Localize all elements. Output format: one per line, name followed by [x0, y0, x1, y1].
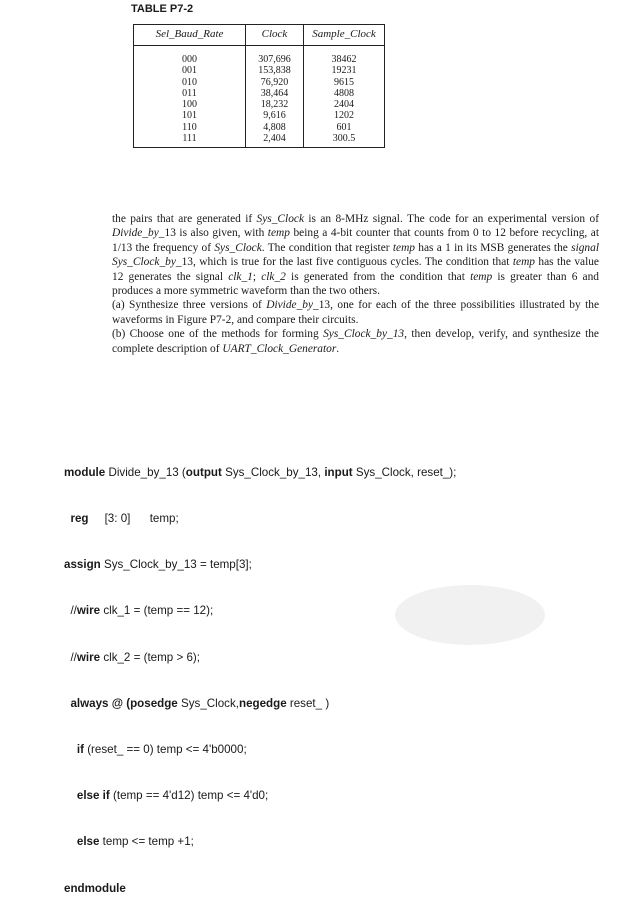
code-line: [64, 788, 456, 803]
text-run: 13 is also given, with: [164, 227, 268, 240]
cell-sel: 110: [134, 122, 246, 133]
cell-sel: 011: [134, 88, 246, 99]
code-keyword: if: [64, 743, 84, 757]
cell-sel: 010: [134, 77, 246, 88]
code-keyword: always @ (posedge: [64, 696, 178, 710]
table-row: [134, 110, 385, 121]
text-run: has the value 12 generates the signal: [112, 256, 599, 283]
header-sel-baud-rate: Sel_Baud_Rate: [134, 25, 246, 46]
cell-sample: 2404: [304, 99, 385, 110]
table-title: TABLE P7-2: [131, 3, 194, 15]
code-line: [64, 650, 456, 665]
cell-sample: 300.5: [304, 133, 385, 148]
text-run: has a 1 in its MSB generates the: [415, 241, 572, 254]
code-text: Sys_Clock, reset_);: [352, 465, 457, 479]
code-keyword: output: [185, 465, 222, 479]
cell-clock: 76,920: [246, 77, 304, 88]
code-text: //: [64, 650, 77, 664]
text-run: is greater than 6 and produces a more symmetric waveform than the two others.: [112, 270, 600, 298]
verilog-code-listing: [64, 434, 456, 911]
code-keyword: else: [64, 835, 100, 849]
text-run: 13, which is true for the last five contiguous cycles. The condition that: [181, 256, 513, 269]
text-run-italic: clk_1: [228, 270, 253, 283]
code-text: //: [64, 604, 77, 618]
code-text: Sys_Clock,: [177, 696, 239, 710]
table-row: [134, 133, 385, 148]
cell-clock: 307,696: [246, 46, 304, 66]
text-run: (a) Synthesize three versions of: [112, 299, 267, 312]
cell-sample: 601: [304, 122, 385, 133]
text-run: being a 4-bit counter that counts from 0 to 12 before recycling, at 1/13 the frequency of: [112, 227, 599, 254]
header-clock: Clock: [246, 25, 304, 46]
problem-text: [112, 212, 599, 356]
code-text: Sys_Clock_by_13 = temp[3];: [100, 558, 252, 572]
code-keyword: assign: [64, 558, 101, 572]
cell-clock: 38,464: [246, 88, 304, 99]
cell-sel: 001: [134, 65, 246, 76]
text-run: is an 8-MHz signal. The code for an experimental version of: [304, 213, 599, 225]
text-run: .: [336, 342, 340, 355]
text-run: is generated from the condition that: [285, 270, 471, 283]
text-run: . The condition that register: [261, 241, 393, 254]
table-row: [134, 99, 385, 110]
code-keyword: endmodule: [64, 881, 126, 895]
code-keyword: wire: [76, 650, 101, 664]
cell-clock: 153,838: [246, 65, 304, 76]
text-run: ;: [252, 270, 262, 283]
baud-rate-table: [133, 24, 385, 148]
text-run: (b) Choose one of the methods for forming: [112, 328, 324, 341]
table-row: [134, 88, 385, 99]
code-text: reset_ ): [286, 696, 330, 710]
table-row: [134, 65, 385, 76]
code-line: [64, 696, 456, 711]
text-run-italic: Sys_Clock: [256, 213, 304, 225]
cell-sample: 4808: [304, 88, 385, 99]
text-run-italic: temp: [470, 270, 493, 283]
cell-clock: 9,616: [246, 110, 304, 121]
code-keyword: wire: [76, 604, 101, 618]
code-keyword: module: [64, 465, 106, 479]
table-row: [134, 77, 385, 88]
code-keyword: else if: [64, 789, 110, 803]
code-line: [64, 742, 456, 757]
cell-clock: 2,404: [246, 133, 304, 148]
cell-sample: 1202: [304, 110, 385, 121]
code-line: [64, 834, 456, 849]
cell-clock: 18,232: [246, 99, 304, 110]
header-sample-clock: Sample_Clock: [304, 25, 385, 46]
code-text: clk_2 = (temp > 6);: [100, 650, 200, 664]
text-run: 13, one for each of the three possibilities illustrated by the waveforms in Figure P7-2, and compare their circuits.: [112, 299, 600, 326]
code-text: Sys_Clock_by_13,: [221, 465, 325, 479]
cell-sel: 100: [134, 99, 246, 110]
code-line: [64, 557, 456, 572]
text-run: the pairs that are generated if: [112, 213, 257, 225]
cell-sel: 111: [134, 133, 246, 148]
table-header-row: [134, 25, 385, 46]
scan-smudge: [395, 585, 545, 645]
code-text: (temp == 4'd12) temp <= 4'd0;: [109, 789, 269, 803]
text-run-italic: clk_2: [261, 270, 286, 283]
body-paragraph: [112, 212, 599, 298]
text-run-italic: UART_Clock_Generator: [222, 342, 337, 355]
cell-sel: 101: [134, 110, 246, 121]
code-keyword: input: [324, 465, 353, 479]
code-keyword: reg: [64, 512, 89, 526]
text-run: , then develop, verify, and synthesize the complete description of: [112, 328, 599, 355]
cell-sample: 19231: [304, 65, 385, 76]
code-keyword: negedge: [238, 696, 287, 710]
code-text: (reset_ == 0) temp <= 4'b0000;: [83, 743, 247, 757]
text-run-italic: signal Sys_Clock_by_: [112, 241, 599, 269]
cell-sel: 000: [134, 46, 246, 66]
text-run-italic: Sys_Clock: [214, 241, 262, 254]
part-b: [112, 327, 599, 356]
code-text: temp <= temp +1;: [99, 835, 194, 849]
code-text: [3: 0] temp;: [88, 512, 179, 526]
code-line: [64, 881, 456, 896]
code-text: clk_1 = (temp == 12);: [100, 604, 214, 618]
text-run-italic: temp: [267, 227, 290, 240]
text-run-italic: temp: [392, 241, 416, 254]
table-row: [134, 46, 385, 66]
cell-sample: 38462: [304, 46, 385, 66]
code-line: [64, 465, 456, 480]
text-run-italic: Divide_by_: [266, 299, 319, 312]
cell-sample: 9615: [304, 77, 385, 88]
part-a: [112, 298, 599, 327]
code-text: Divide_by_13 (: [105, 465, 186, 479]
cell-clock: 4,808: [246, 122, 304, 133]
code-line: [64, 511, 456, 526]
text-run-italic: Sys_Clock_by_13: [323, 328, 405, 341]
text-run-italic: temp: [512, 256, 536, 269]
text-run-italic: Divide_by_: [112, 227, 165, 240]
table-row: [134, 122, 385, 133]
